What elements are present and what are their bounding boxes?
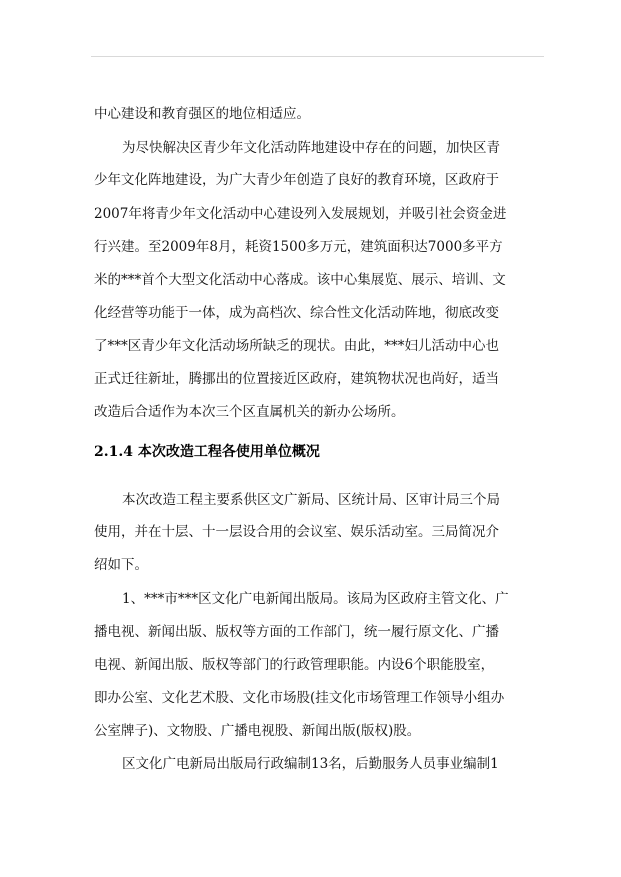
paragraph-line: 播电视、新闻出版、版权等方面的工作部门，统一履行原文化、广播 [94,624,499,640]
paragraph-line: 正式迁往新址，腾挪出的位置接近区政府，建筑物状况也尚好，适当 [94,371,499,387]
paragraph-line: 公室牌子)、文物股、广播电视股、新闻出版(版权)股。 [94,723,421,739]
paragraph-line: 中心建设和教育强区的地位相适应。 [94,106,310,122]
paragraph-line: 电视、新闻出版、版权等部门的行政管理职能。内设6个职能股室， [94,657,495,673]
paragraph-line: 少年文化阵地建设，为广大青少年创造了良好的教育环境，区政府于 [94,172,499,188]
paragraph-line: 为尽快解决区青少年文化活动阵地建设中存在的问题，加快区青 [122,140,500,156]
paragraph-line: 1、***市***区文化广电新闻出版局。该局为区政府主管文化、广 [122,591,509,607]
paragraph-line: 2007年将青少年文化活动中心建设列入发展规划，并吸引社会资金进 [94,206,507,222]
paragraph-line: 改造后合适作为本次三个区直属机关的新办公场所。 [94,404,405,420]
paragraph-line: 化经营等功能于一体，成为高档次、综合性文化活动阵地，彻底改变 [94,305,499,321]
section-heading: 2.1.4 本次改造工程各使用单位概况 [94,444,320,460]
paragraph-line: 本次改造工程主要系供区文广新局、区统计局、区审计局三个局 [122,492,500,508]
paragraph-line: 即办公室、文化艺术股、文化市场股(挂文化市场管理工作领导小组办 [94,690,505,706]
paragraph-line: 使用，并在十层、十一层设合用的会议室、娱乐活动室。三局简况介 [94,524,499,540]
paragraph-line: 绍如下。 [94,557,148,573]
page-header-rule [91,56,544,57]
paragraph-line: 米的***首个大型文化活动中心落成。该中心集展览、展示、培训、文 [94,272,506,288]
paragraph-line: 了***区青少年文化活动场所缺乏的现状。由此，***妇儿活动中心也 [94,338,499,354]
paragraph-line: 行兴建。至2009年8月，耗资1500多万元，建筑面积达7000多平方 [94,239,503,255]
paragraph-line: 区文化广电新局出版局行政编制13名，后勤服务人员事业编制1 [122,756,499,772]
